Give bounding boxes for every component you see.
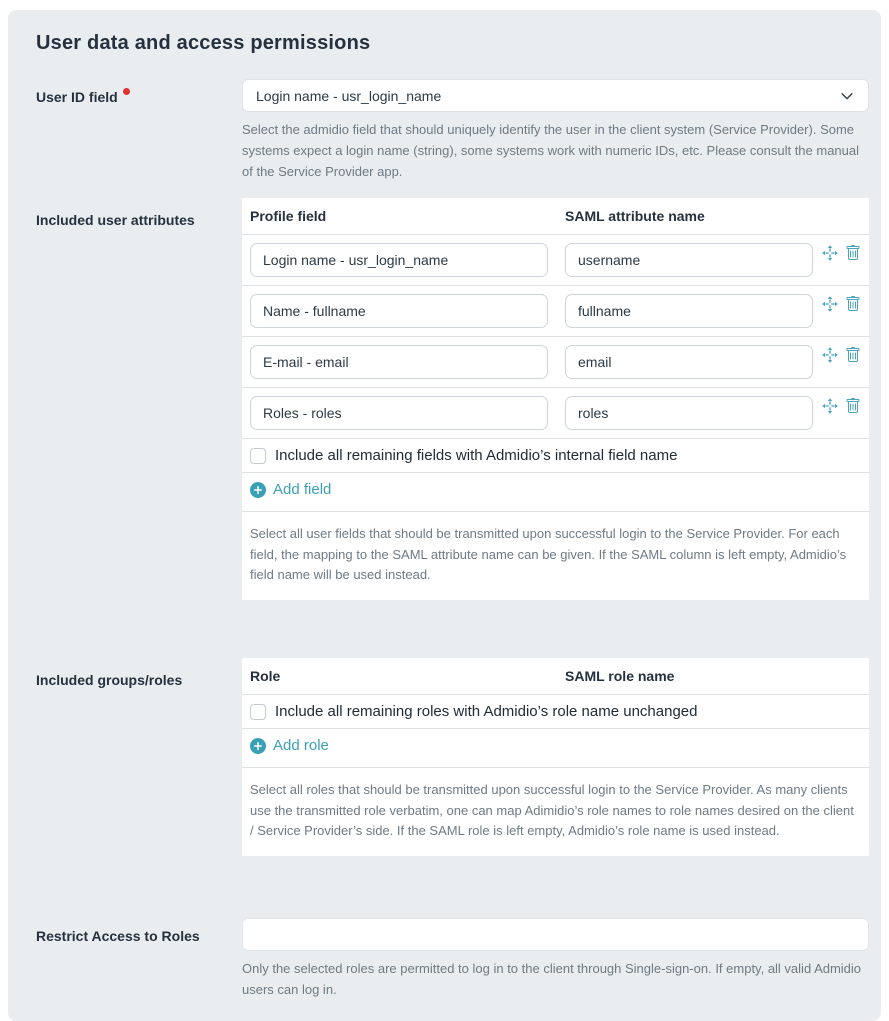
user-data-permissions-card [8,10,881,1021]
included-groups-roles-label: Included groups/roles [36,672,183,689]
add-role-button[interactable]: Add role [250,737,329,754]
column-header-profile-field: Profile field [250,208,327,225]
arrows-move-icon[interactable] [822,296,838,312]
profile-field-input[interactable] [250,345,548,379]
user-attributes-table-header [242,198,869,234]
column-header-saml-attribute: SAML attribute name [565,208,705,225]
trash-icon[interactable] [845,296,861,312]
groups-roles-table [242,658,869,856]
trash-icon[interactable] [845,398,861,414]
trash-icon[interactable] [845,347,861,363]
saml-attribute-input[interactable] [565,396,813,430]
restrict-access-row [28,918,869,1001]
restrict-access-label: Restrict Access to Roles [36,928,200,945]
plus-circle-icon [250,482,266,498]
user-id-field-help: Select the admidio field that should uniquely identify the user in the client system (Service Provider). Some systems expect a login name (string), some systems work with numeric IDs, etc. Please consult the manual of the Service Provider app. [242,122,860,179]
restrict-access-input[interactable] [242,918,869,951]
add-field-button[interactable]: Add field [250,481,331,498]
required-indicator-icon [123,88,130,95]
restrict-access-help: Only the selected roles are permitted to log in to the client through Single-sign-on. If empty, all valid Admidio users can log in. [242,961,862,997]
arrows-move-icon[interactable] [822,398,838,414]
saml-attribute-input[interactable] [565,243,813,277]
user-attributes-table [242,198,869,600]
profile-field-input[interactable] [250,294,548,328]
column-header-role: Role [250,668,281,685]
arrows-move-icon[interactable] [822,347,838,363]
column-header-saml-role: SAML role name [565,668,675,685]
included-user-attributes-label: Included user attributes [36,212,195,229]
plus-circle-icon [250,738,266,754]
include-remaining-fields-row [242,438,869,472]
user-attributes-help: Select all user fields that should be transmitted upon successful login to the Service Provider. For each field, the mapping to the SAML attribute name can be given. If the SAML column is left empty, Admidio’s field name will be used instead. [250,525,847,583]
table-row [242,234,869,285]
table-row [242,285,869,336]
user-id-field-selected-value: Login name - usr_login_name [256,87,442,104]
include-remaining-fields-label: Include all remaining fields with Admidio’s internal field name [275,447,678,465]
chevron-down-icon [840,89,854,103]
table-row [242,387,869,438]
arrows-move-icon[interactable] [822,245,838,261]
included-user-attributes-row [28,198,869,600]
include-remaining-roles-label: Include all remaining roles with Admidio’s role name unchanged [275,703,698,721]
saml-attribute-input[interactable] [565,294,813,328]
included-groups-roles-row [28,658,869,856]
include-remaining-fields-checkbox[interactable] [250,448,266,464]
saml-attribute-input[interactable] [565,345,813,379]
include-remaining-roles-row [242,694,869,728]
groups-roles-help: Select all roles that should be transmitted upon successful login to the Service Provider. As many clients use the transmitted role verbatim, one can map Adimidio’s role names to role names desired on the client / Service Provider’s side. If the SAML role is left empty, Admidio’s role name is used instead. [250,781,854,839]
profile-field-input[interactable] [250,243,548,277]
user-id-field-label: User ID field [28,79,242,106]
include-remaining-roles-checkbox[interactable] [250,704,266,720]
trash-icon[interactable] [845,245,861,261]
profile-field-input[interactable] [250,396,548,430]
page-title: User data and access permissions [36,32,371,54]
table-row [242,336,869,387]
user-id-field-select[interactable] [242,79,869,112]
groups-roles-table-header [242,658,869,694]
user-id-field-row [28,79,869,182]
